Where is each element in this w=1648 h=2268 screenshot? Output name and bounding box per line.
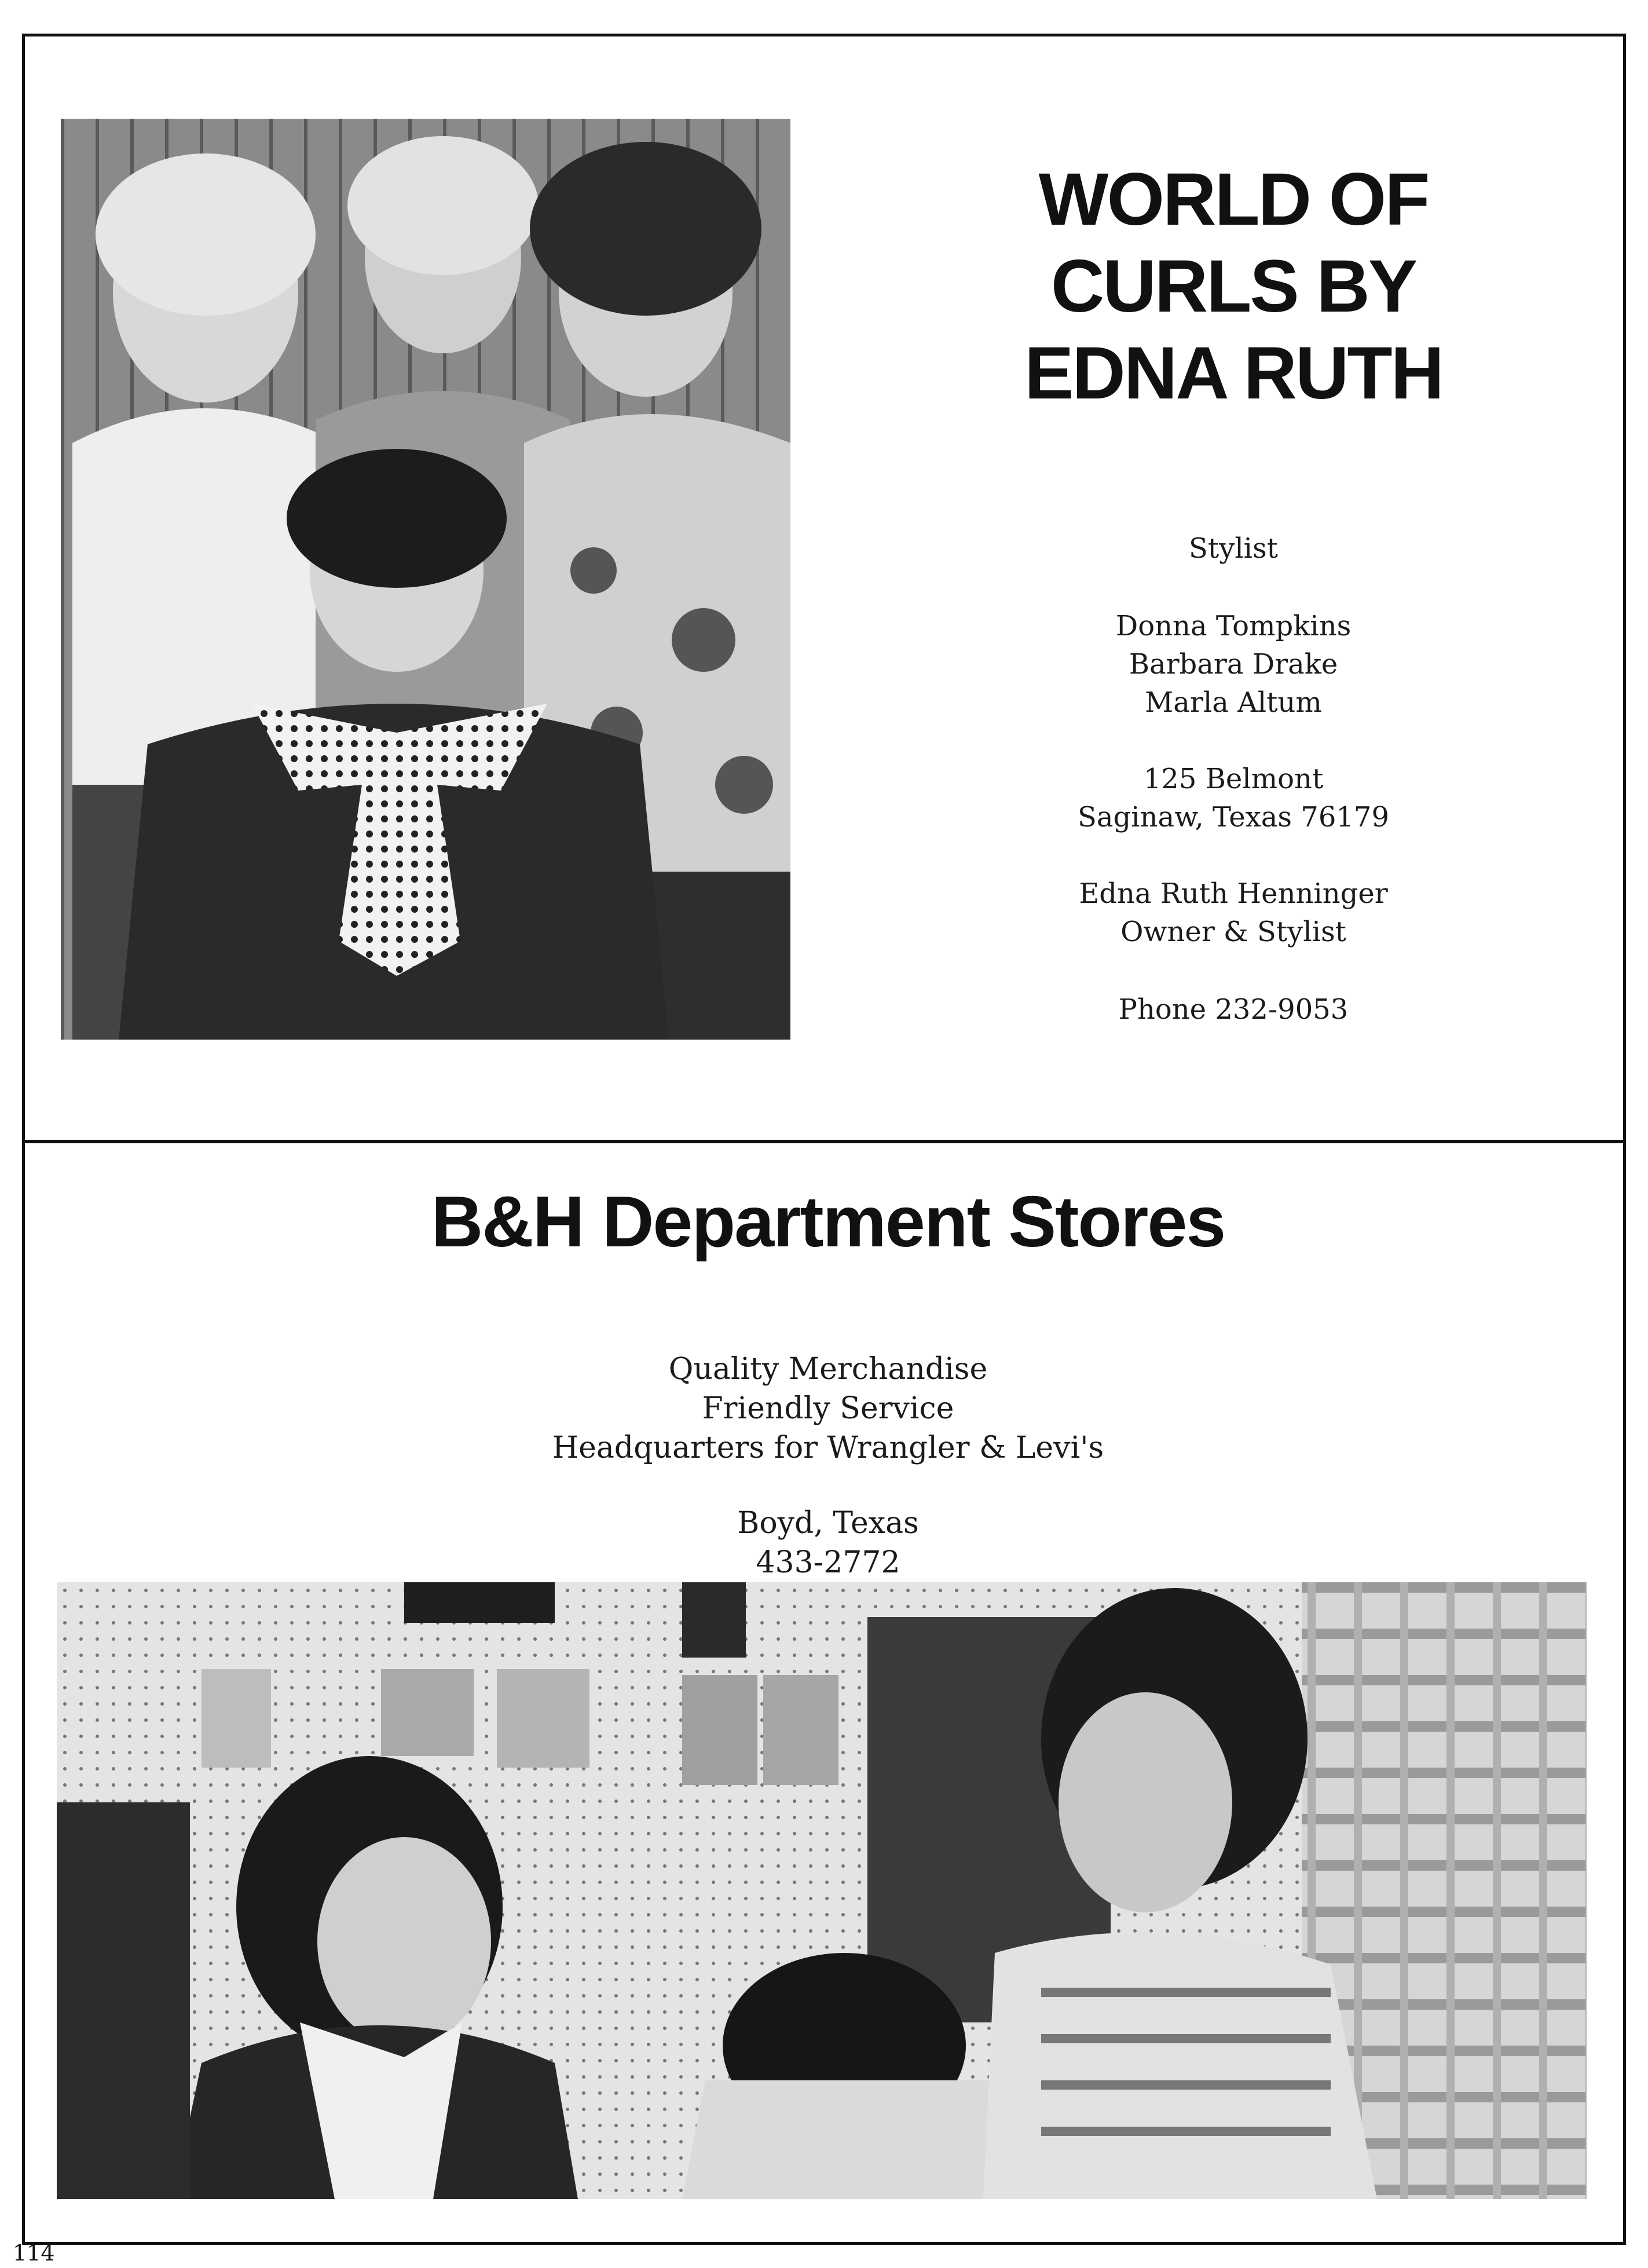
salon-name-line: CURLS BY [1050,245,1416,328]
page-number: 114 [13,2240,55,2266]
salon-name-line: WORLD OF [1038,158,1429,241]
frame-left-rule [22,34,25,2245]
salon-owner [973,875,1494,951]
owner-name: Edna Ruth Henninger [1079,877,1388,910]
stylist-list [973,607,1494,722]
salon-name-line: EDNA RUTH [1024,332,1442,415]
stylist-name: Barbara Drake [1129,648,1338,681]
stylist-name: Marla Altum [1145,686,1322,719]
tagline: Headquarters for Wrangler & Levi's [552,1431,1104,1465]
tagline: Quality Merchandise [668,1352,988,1387]
salon-address [973,760,1494,836]
owner-title: Owner & Stylist [1120,916,1346,948]
store-taglines [232,1349,1424,1468]
frame-bottom-rule [22,2242,1626,2245]
stylist-name: Donna Tompkins [1115,610,1352,642]
store-contact [232,1504,1424,1582]
salon-name-heading [973,156,1494,417]
store-phone: 433-2772 [756,1545,900,1580]
salon-staff-photo [61,119,790,1040]
address-line: Saginaw, Texas 76179 [1078,801,1389,833]
store-name-heading: B&H Department Stores [431,1182,1225,1262]
address-line: 125 Belmont [1143,763,1324,795]
store-shoppers-photo [57,1582,1587,2199]
staff-heading: Stylist [1189,532,1278,565]
salon-phone: Phone 232-9053 [1118,993,1349,1026]
frame-top-rule [22,34,1626,36]
store-location: Boyd, Texas [737,1506,919,1541]
frame-right-rule [1623,34,1626,2245]
ad-divider-rule [22,1140,1626,1143]
tagline: Friendly Service [702,1391,954,1426]
